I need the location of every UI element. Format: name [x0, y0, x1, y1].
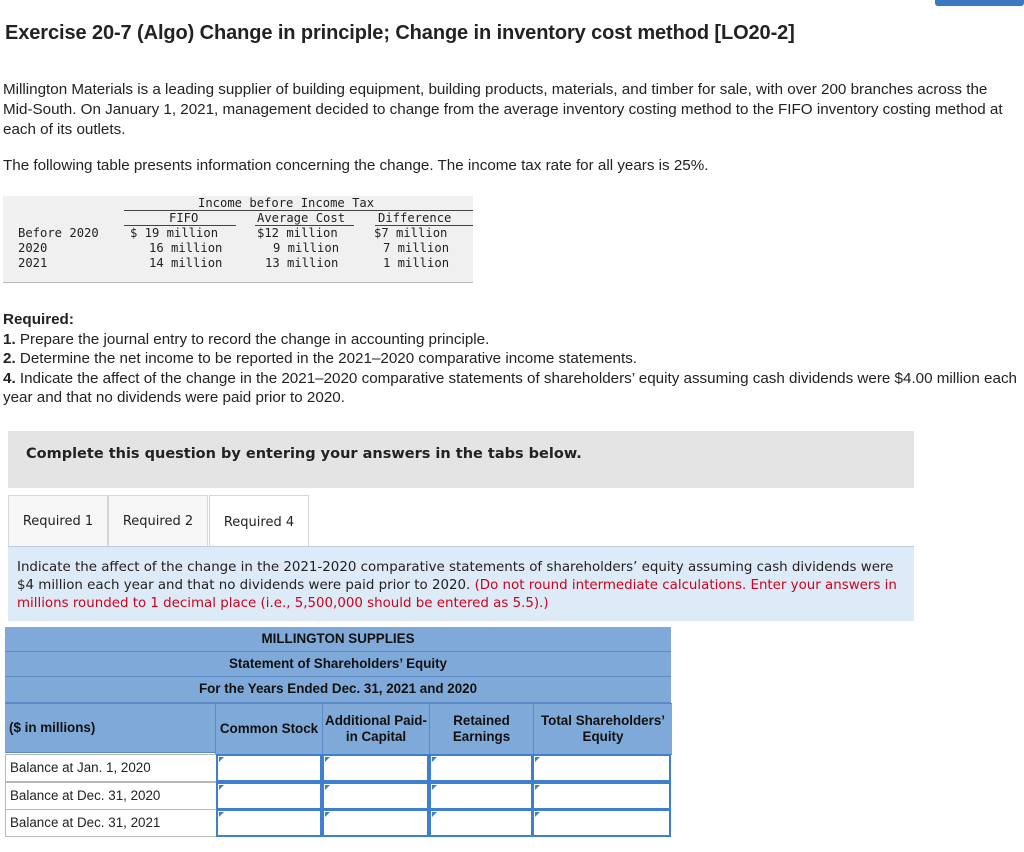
- input-apic-dec-2020[interactable]: [322, 782, 429, 810]
- input-retained-earnings-dec-2020[interactable]: [429, 782, 533, 810]
- row-label: 2020: [18, 241, 48, 255]
- input-common-stock-dec-2021[interactable]: [216, 809, 322, 837]
- col-additional-paid-in-capital: Additional Paid-in Capital: [322, 703, 429, 755]
- col-retained-earnings: Retained Earnings: [429, 703, 533, 755]
- income-table: [3, 196, 473, 282]
- complete-banner: [8, 431, 914, 488]
- top-accent-bar: [935, 0, 1024, 6]
- statement-name: Statement of Shareholders’ Equity: [5, 652, 671, 677]
- input-retained-earnings-jan-2020[interactable]: [429, 754, 533, 782]
- row-balance-jan-2020: Balance at Jan. 1, 2020: [5, 754, 219, 782]
- required-section: [3, 310, 1018, 408]
- required-item-1: 1. Prepare the journal entry to record the change in accounting principle.: [3, 330, 490, 348]
- instructions-panel: [8, 546, 914, 621]
- input-common-stock-dec-2020[interactable]: [216, 782, 322, 810]
- cell-difference: 1 million: [383, 256, 450, 270]
- intro-paragraph: Millington Materials is a leading supplier of building equipment, building products, materials, and timber for sale, with over 200 branches across the Mid-South. On January 1, 2021, management decided to change from the average inventory costing method to the FIFO inventory costing method at each of its outlets.: [3, 81, 1003, 138]
- input-total-equity-dec-2021[interactable]: [532, 809, 671, 837]
- required-item-2: 2. Determine the net income to be reported in the 2021–2020 comparative income statements.: [3, 350, 638, 367]
- cell-average: $12 million: [257, 226, 338, 240]
- col-header-difference: Difference: [378, 211, 452, 225]
- col-total-shareholders-equity: Total Shareholders’ Equity: [533, 703, 672, 755]
- statement-company: MILLINGTON SUPPLIES: [5, 627, 671, 652]
- tab-required-2[interactable]: Required 2: [108, 495, 208, 546]
- unit-label: ($ in millions): [5, 703, 215, 753]
- input-apic-jan-2020[interactable]: [322, 754, 429, 782]
- input-common-stock-jan-2020[interactable]: [216, 754, 322, 782]
- input-apic-dec-2021[interactable]: [322, 809, 429, 837]
- cell-fifo: $ 19 million: [130, 226, 219, 240]
- input-retained-earnings-dec-2021[interactable]: [429, 809, 533, 837]
- cell-average: 13 million: [265, 256, 339, 270]
- required-heading: Required:: [3, 311, 74, 328]
- instructions-text: Indicate the affect of the change in the 2021-2020 comparative statements of shareholders’ equity assuming cash dividends were $4 million each year and that no dividends were paid prior to 2020. (Do not round intermediate calculations. Enter your answers in millions rounded to 1 decimal place (i.e., 5,500,000 should be entered as 5.5).): [17, 560, 897, 611]
- col-common-stock: Common Stock: [215, 703, 322, 755]
- tab-required-4[interactable]: Required 4: [209, 495, 309, 548]
- tab-required-1[interactable]: Required 1: [8, 495, 108, 546]
- col-header-average-cost: Average Cost: [257, 211, 346, 225]
- cell-difference: $7 million: [374, 226, 448, 240]
- col-header-fifo: FIFO: [169, 211, 199, 225]
- row-label: 2021: [18, 256, 48, 270]
- cell-difference: 7 million: [383, 241, 450, 255]
- input-total-equity-dec-2020[interactable]: [532, 782, 671, 810]
- income-group-header: Income before Income Tax: [198, 196, 375, 210]
- cell-fifo: 16 million: [149, 241, 223, 255]
- input-total-equity-jan-2020[interactable]: [532, 754, 671, 782]
- cell-average: 9 million: [273, 241, 340, 255]
- row-balance-dec-2021: Balance at Dec. 31, 2021: [5, 809, 219, 837]
- row-balance-dec-2020: Balance at Dec. 31, 2020: [5, 782, 219, 810]
- statement-period: For the Years Ended Dec. 31, 2021 and 2020: [5, 677, 671, 703]
- instructions-red-note: (Do not round intermediate calculations. Enter your answers in millions rounded to 1 decimal place (i.e., 5,500,000 should be entered as 5.5).): [17, 578, 897, 611]
- row-label: Before 2020: [18, 226, 99, 240]
- intro-table-caption: The following table presents information concerning the change. The income tax rate for all years is 25%.: [3, 157, 709, 174]
- exercise-title: Exercise 20-7 (Algo) Change in principle; Change in inventory cost method [LO20-2]: [5, 22, 795, 44]
- complete-banner-text: Complete this question by entering your answers in the tabs below.: [26, 446, 582, 462]
- cell-fifo: 14 million: [149, 256, 223, 270]
- required-item-4: 4. Indicate the affect of the change in the 2021–2020 comparative statements of shareholders’ equity assuming cash dividends were $4.00 million each year and that no dividends were paid prior to 2020.: [3, 369, 1017, 406]
